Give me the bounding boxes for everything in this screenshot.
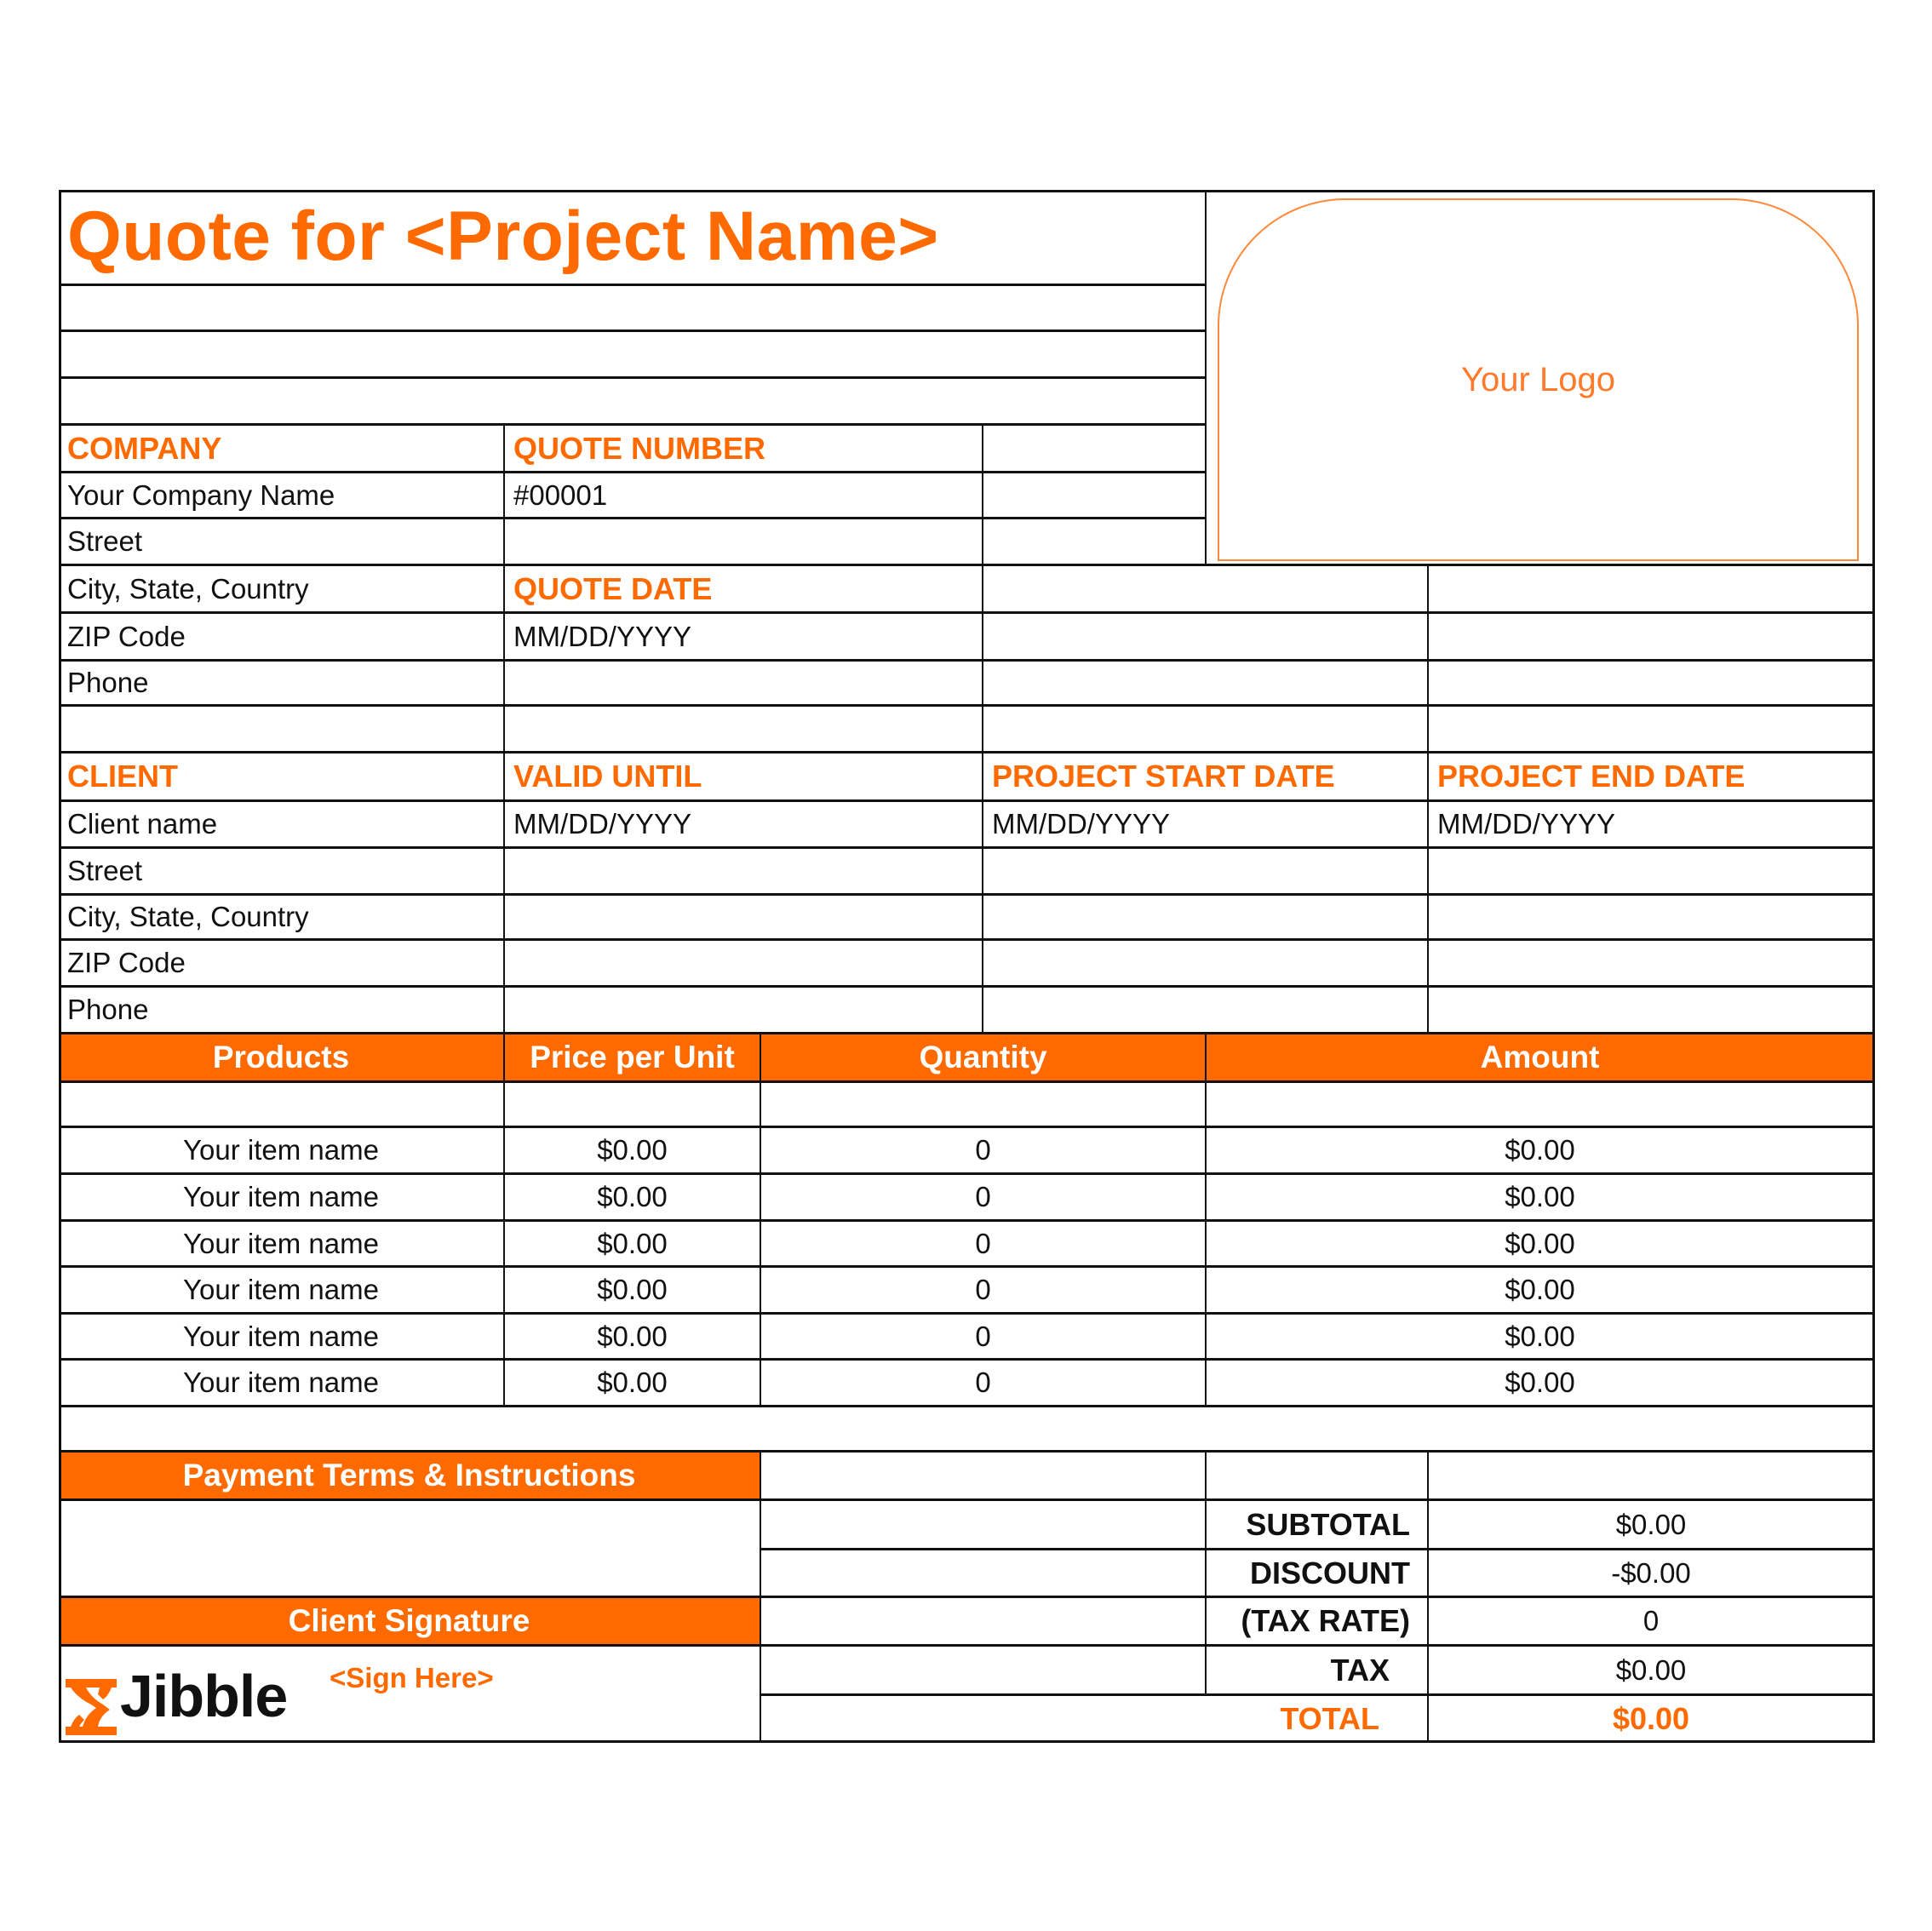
grid-line bbox=[59, 329, 1206, 332]
column-header-products: Products bbox=[212, 1040, 350, 1074]
quote-number-label: QUOTE NUMBER bbox=[513, 430, 765, 466]
client-phone[interactable]: Phone bbox=[67, 994, 149, 1025]
tax-label: TAX bbox=[1330, 1652, 1390, 1687]
quote-date-label: QUOTE DATE bbox=[513, 570, 713, 606]
company-name[interactable]: Your Company Name bbox=[67, 478, 335, 511]
client-zip[interactable]: ZIP Code bbox=[67, 947, 186, 978]
column-header-price: Price per Unit bbox=[530, 1040, 735, 1074]
grid-line bbox=[59, 1405, 1873, 1407]
price-per-unit[interactable]: $0.00 bbox=[597, 1227, 668, 1259]
project-end-label: PROJECT END DATE bbox=[1437, 759, 1746, 794]
discount-label: DISCOUNT bbox=[1250, 1555, 1410, 1590]
company-city[interactable]: City, State, Country bbox=[67, 572, 309, 605]
grid-line bbox=[59, 704, 1873, 707]
valid-until-label: VALID UNTIL bbox=[513, 759, 702, 794]
subtotal-value: $0.00 bbox=[1615, 1508, 1687, 1540]
product-name[interactable]: Your item name bbox=[183, 1181, 379, 1212]
quote-date-value[interactable]: MM/DD/YYYY bbox=[513, 620, 692, 652]
price-per-unit[interactable]: $0.00 bbox=[597, 1320, 668, 1352]
client-label: CLIENT bbox=[67, 759, 178, 794]
product-name[interactable]: Your item name bbox=[183, 1367, 379, 1398]
quantity[interactable]: 0 bbox=[975, 1367, 991, 1398]
amount: $0.00 bbox=[1505, 1274, 1575, 1305]
company-zip[interactable]: ZIP Code bbox=[67, 620, 186, 652]
payment-terms-header: Payment Terms & Instructions bbox=[182, 1458, 636, 1493]
tax-value: $0.00 bbox=[1615, 1653, 1687, 1686]
price-per-unit[interactable]: $0.00 bbox=[597, 1181, 668, 1212]
company-street[interactable]: Street bbox=[67, 525, 143, 557]
client-city[interactable]: City, State, Country bbox=[67, 901, 309, 932]
grid-line bbox=[59, 1080, 1873, 1083]
valid-until-value[interactable]: MM/DD/YYYY bbox=[513, 808, 692, 839]
payment-terms-input[interactable] bbox=[60, 1501, 759, 1595]
client-name[interactable]: Client name bbox=[67, 808, 218, 839]
discount-value[interactable]: -$0.00 bbox=[1611, 1556, 1691, 1589]
page-title[interactable]: Quote for <Project Name> bbox=[67, 198, 939, 275]
grid-line bbox=[59, 376, 1206, 379]
tax-rate-label: (TAX RATE) bbox=[1241, 1603, 1410, 1638]
amount: $0.00 bbox=[1505, 1320, 1575, 1352]
price-per-unit[interactable]: $0.00 bbox=[597, 1274, 668, 1305]
quantity[interactable]: 0 bbox=[975, 1181, 991, 1212]
sign-here-placeholder[interactable]: <Sign Here> bbox=[330, 1662, 494, 1693]
client-street[interactable]: Street bbox=[67, 855, 143, 886]
column-header-amount: Amount bbox=[1480, 1040, 1600, 1074]
price-per-unit[interactable]: $0.00 bbox=[597, 1134, 668, 1166]
amount: $0.00 bbox=[1505, 1134, 1575, 1166]
amount: $0.00 bbox=[1505, 1181, 1575, 1212]
grid-line bbox=[1205, 190, 1207, 564]
quantity[interactable]: 0 bbox=[975, 1134, 991, 1166]
total-value: $0.00 bbox=[1612, 1700, 1690, 1736]
price-per-unit[interactable]: $0.00 bbox=[597, 1367, 668, 1398]
total-label: TOTAL bbox=[1280, 1700, 1379, 1736]
quantity[interactable]: 0 bbox=[975, 1227, 991, 1259]
grid-line bbox=[982, 423, 983, 1033]
grid-line bbox=[59, 284, 1206, 286]
jibble-logo-icon bbox=[66, 1679, 117, 1735]
tax-rate-value[interactable]: 0 bbox=[1642, 1605, 1660, 1636]
amount: $0.00 bbox=[1505, 1367, 1575, 1398]
company-phone[interactable]: Phone bbox=[67, 667, 149, 698]
brand-name: Jibble bbox=[120, 1663, 288, 1729]
product-name[interactable]: Your item name bbox=[183, 1274, 379, 1305]
company-label: COMPANY bbox=[67, 430, 222, 466]
quantity[interactable]: 0 bbox=[975, 1320, 991, 1352]
product-name[interactable]: Your item name bbox=[183, 1320, 379, 1352]
quantity[interactable]: 0 bbox=[975, 1274, 991, 1305]
column-header-quantity: Quantity bbox=[919, 1040, 1047, 1074]
logo-placeholder-text: Your Logo bbox=[1461, 360, 1615, 398]
amount: $0.00 bbox=[1505, 1227, 1575, 1259]
project-start-label: PROJECT START DATE bbox=[992, 759, 1335, 794]
subtotal-label: SUBTOTAL bbox=[1246, 1506, 1410, 1542]
project-start-value[interactable]: MM/DD/YYYY bbox=[992, 808, 1171, 839]
logo-placeholder[interactable] bbox=[1218, 198, 1859, 561]
quote-number-value[interactable]: #00001 bbox=[513, 478, 608, 511]
project-end-value[interactable]: MM/DD/YYYY bbox=[1437, 808, 1616, 839]
client-signature-header: Client Signature bbox=[288, 1603, 530, 1638]
signature-area[interactable] bbox=[60, 1647, 759, 1739]
product-name[interactable]: Your item name bbox=[183, 1227, 379, 1259]
product-name[interactable]: Your item name bbox=[183, 1134, 379, 1166]
